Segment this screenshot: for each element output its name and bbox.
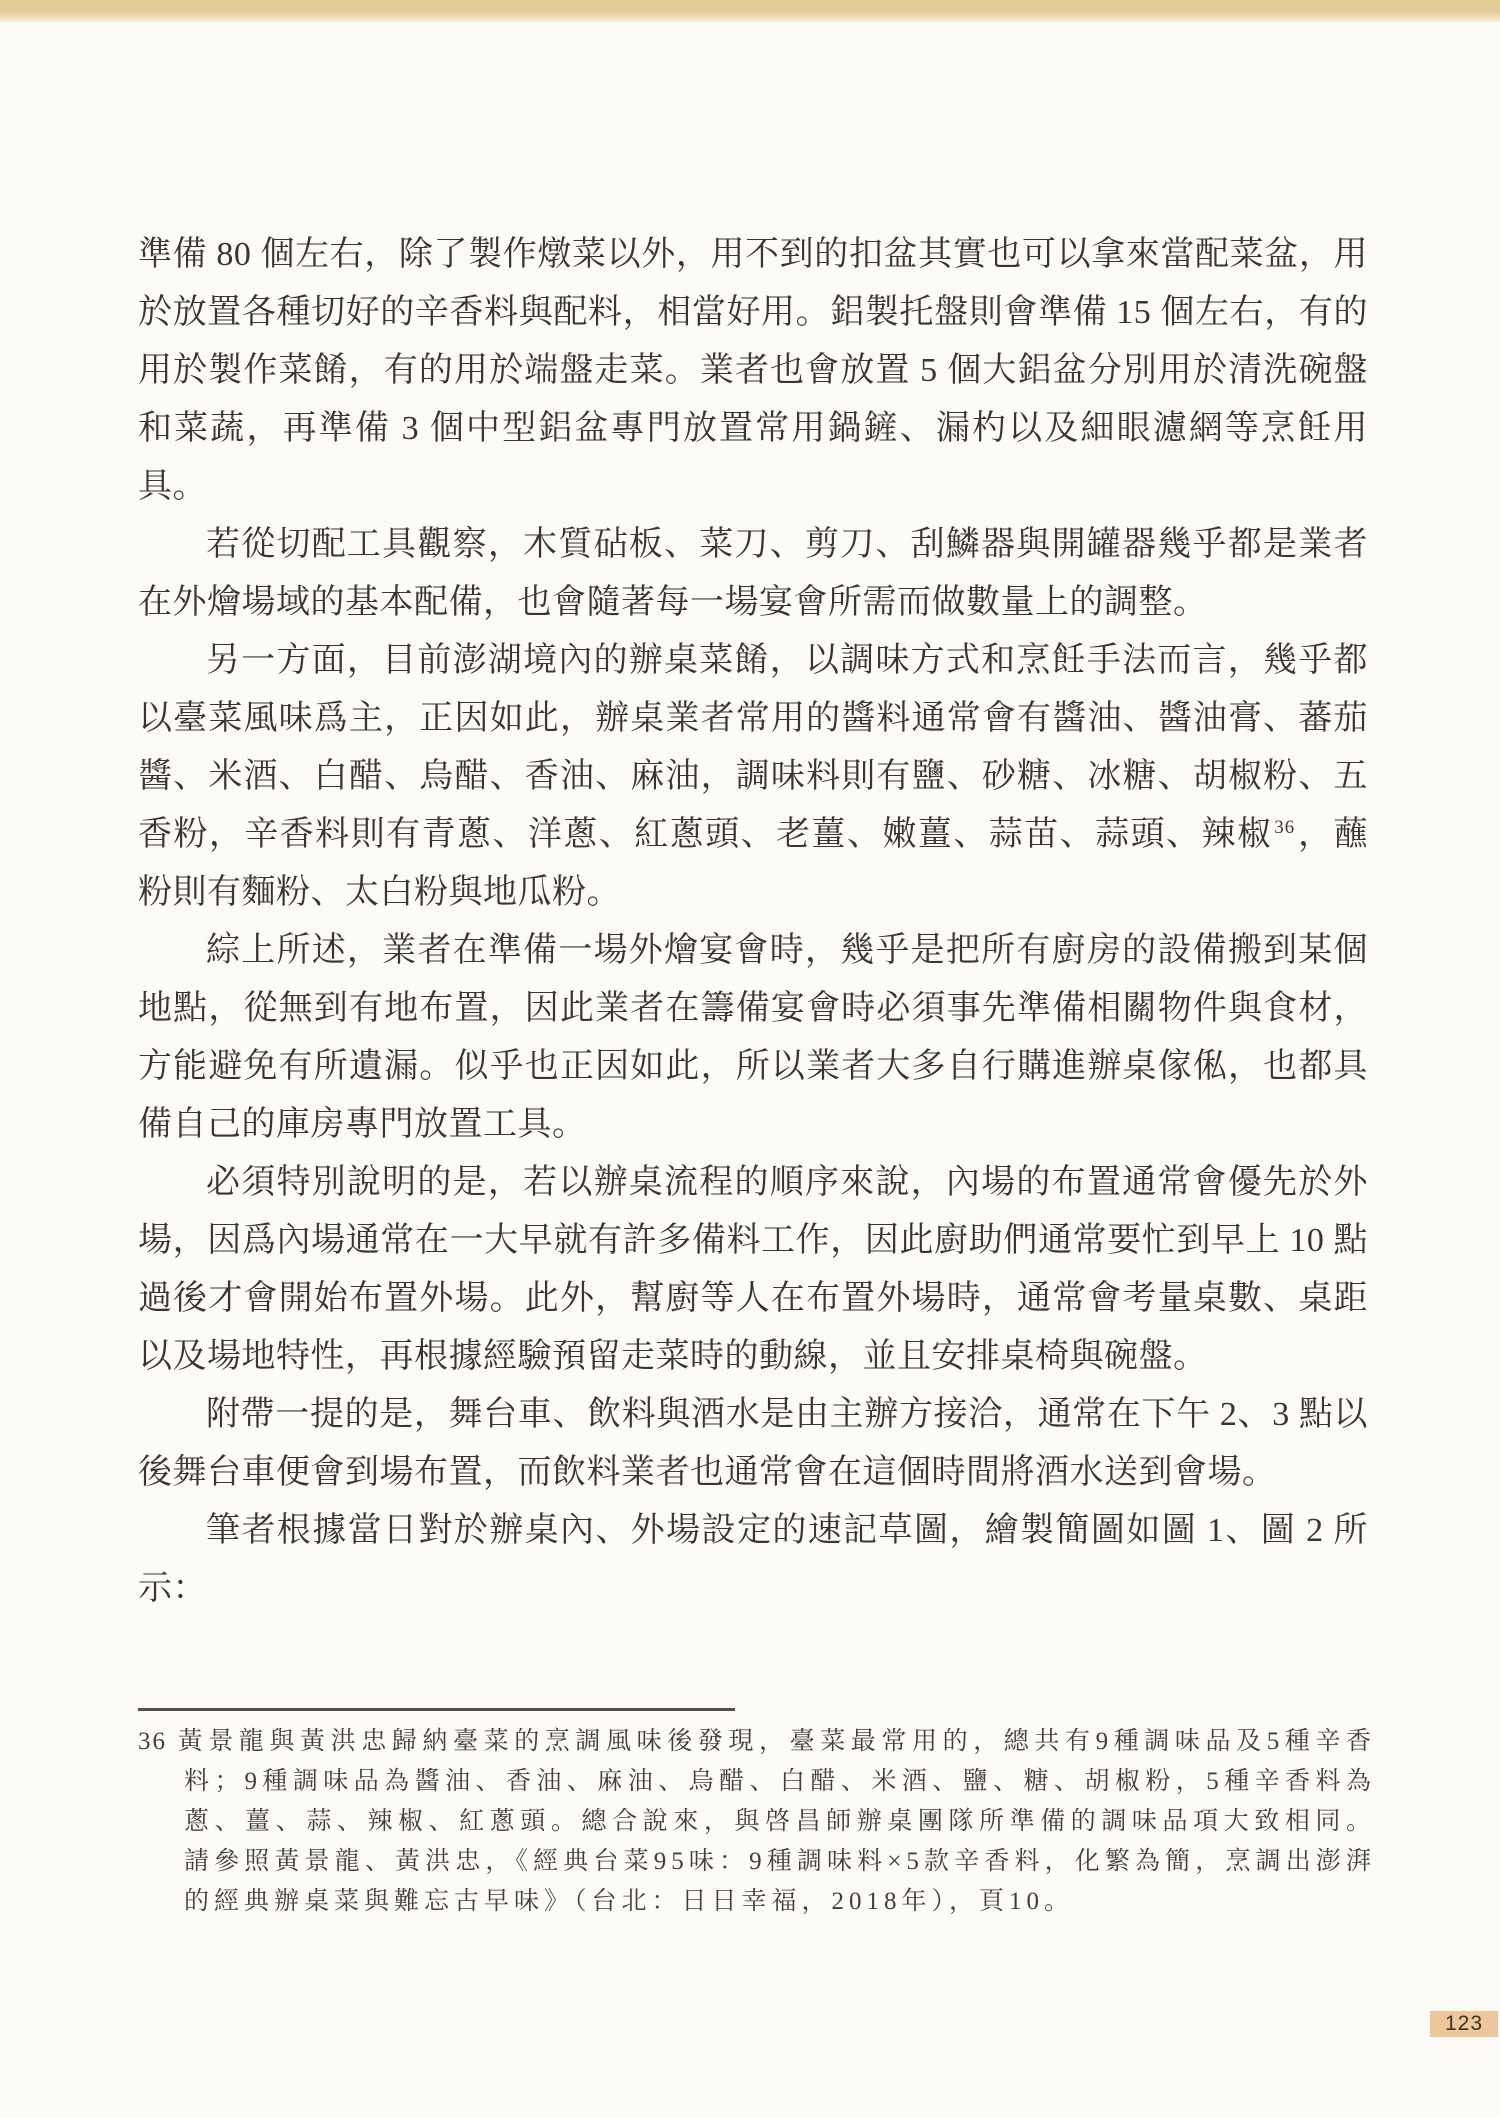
page-number-badge: 123 bbox=[1430, 2011, 1498, 2037]
footnote-text: 黃景龍與黃洪忠歸納臺菜的烹調風味後發現，臺菜最常用的，總共有9種調味品及5種辛香料；9種調味品為醬油、香油、麻油、烏醋、白醋、米酒、鹽、糖、胡椒粉，5種辛香料為蔥、薑、蒜、辣椒、紅蔥頭。總合說來，與啓昌師辦桌團隊所準備的調味品項大致相同。請參照黃景龍、黃洪忠，《經典台菜95味：9種調味料×5款辛香料，化繁為簡，烹調出澎湃的經典辦桌菜與難忘古早味》（台北：日日幸福，2018年），頁10。 bbox=[177, 1728, 1376, 1915]
footnote bbox=[138, 1722, 1376, 1922]
paragraph: 筆者根據當日對於辦桌內、外場設定的速記草圖，繪製簡圖如圖 1、圖 2 所示： bbox=[138, 1512, 1368, 1607]
paragraph: 必須特別說明的是，若以辦桌流程的順序來說，內場的布置通常會優先於外場，因爲內場通常在一大早就有許多備料工作，因此廚助們通常要忙到早上 10 點過後才會開始布置外場。此外，幫廚等人在布置外場時，通常會考量桌數、桌距以及場地特性，再根據經驗預留走菜時的動線，並且安排桌椅與碗盤。 bbox=[138, 1164, 1368, 1375]
paragraph: 綜上所述，業者在準備一場外燴宴會時，幾乎是把所有廚房的設備搬到某個地點，從無到有地布置，因此業者在籌備宴會時必須事先準備相關物件與食材，方能避免有所遺漏。似乎也正因如此，所以業者大多自行購進辦桌傢俬，也都具備自己的庫房專門放置工具。 bbox=[138, 932, 1368, 1143]
footnote-separator-rule bbox=[138, 1708, 735, 1711]
paragraph bbox=[138, 632, 1368, 922]
paragraph-text: ，蘸粉則有麵粉、太白粉與地瓜粉。 bbox=[138, 816, 1369, 911]
paragraph: 附帶一提的是，舞台車、飲料與酒水是由主辦方接洽，通常在下午 2、3 點以後舞台車便會到場布置，而飲料業者也通常會在這個時間將酒水送到會場。 bbox=[138, 1396, 1368, 1491]
top-decorative-band bbox=[0, 0, 1500, 22]
body-text-block bbox=[138, 226, 1368, 1618]
footnote-number: 36 bbox=[138, 1728, 167, 1755]
paragraph: 準備 80 個左右，除了製作燉菜以外，用不到的扣盆其實也可以拿來當配菜盆，用於放置各種切好的辛香料與配料，相當好用。鋁製托盤則會準備 15 個左右，有的用於製作菜餚，有的用於端盤走菜。業者也會放置 5 個大鋁盆分別用於清洗碗盤和菜蔬，再準備 3 個中型鋁盆專門放置常用鍋鏟、漏杓以及細眼濾網等烹飪用具。 bbox=[138, 236, 1368, 505]
paragraph-text: 另一方面，目前澎湖境內的辦桌菜餚，以調味方式和烹飪手法而言，幾乎都以臺菜風味爲主，正因如此，辦桌業者常用的醬料通常會有醬油、醬油膏、蕃茄醬、米酒、白醋、烏醋、香油、麻油，調味料則有鹽、砂糖、冰糖、胡椒粉、五香粉，辛香料則有青蔥、洋蔥、紅蔥頭、老薑、嫩薑、蒜苗、蒜頭、辣椒 bbox=[138, 642, 1368, 853]
footnote-reference-marker: 36 bbox=[1274, 816, 1296, 838]
paragraph: 若從切配工具觀察，木質砧板、菜刀、剪刀、刮鱗器與開罐器幾乎都是業者在外燴場域的基本配備，也會隨著每一場宴會所需而做數量上的調整。 bbox=[138, 526, 1368, 621]
